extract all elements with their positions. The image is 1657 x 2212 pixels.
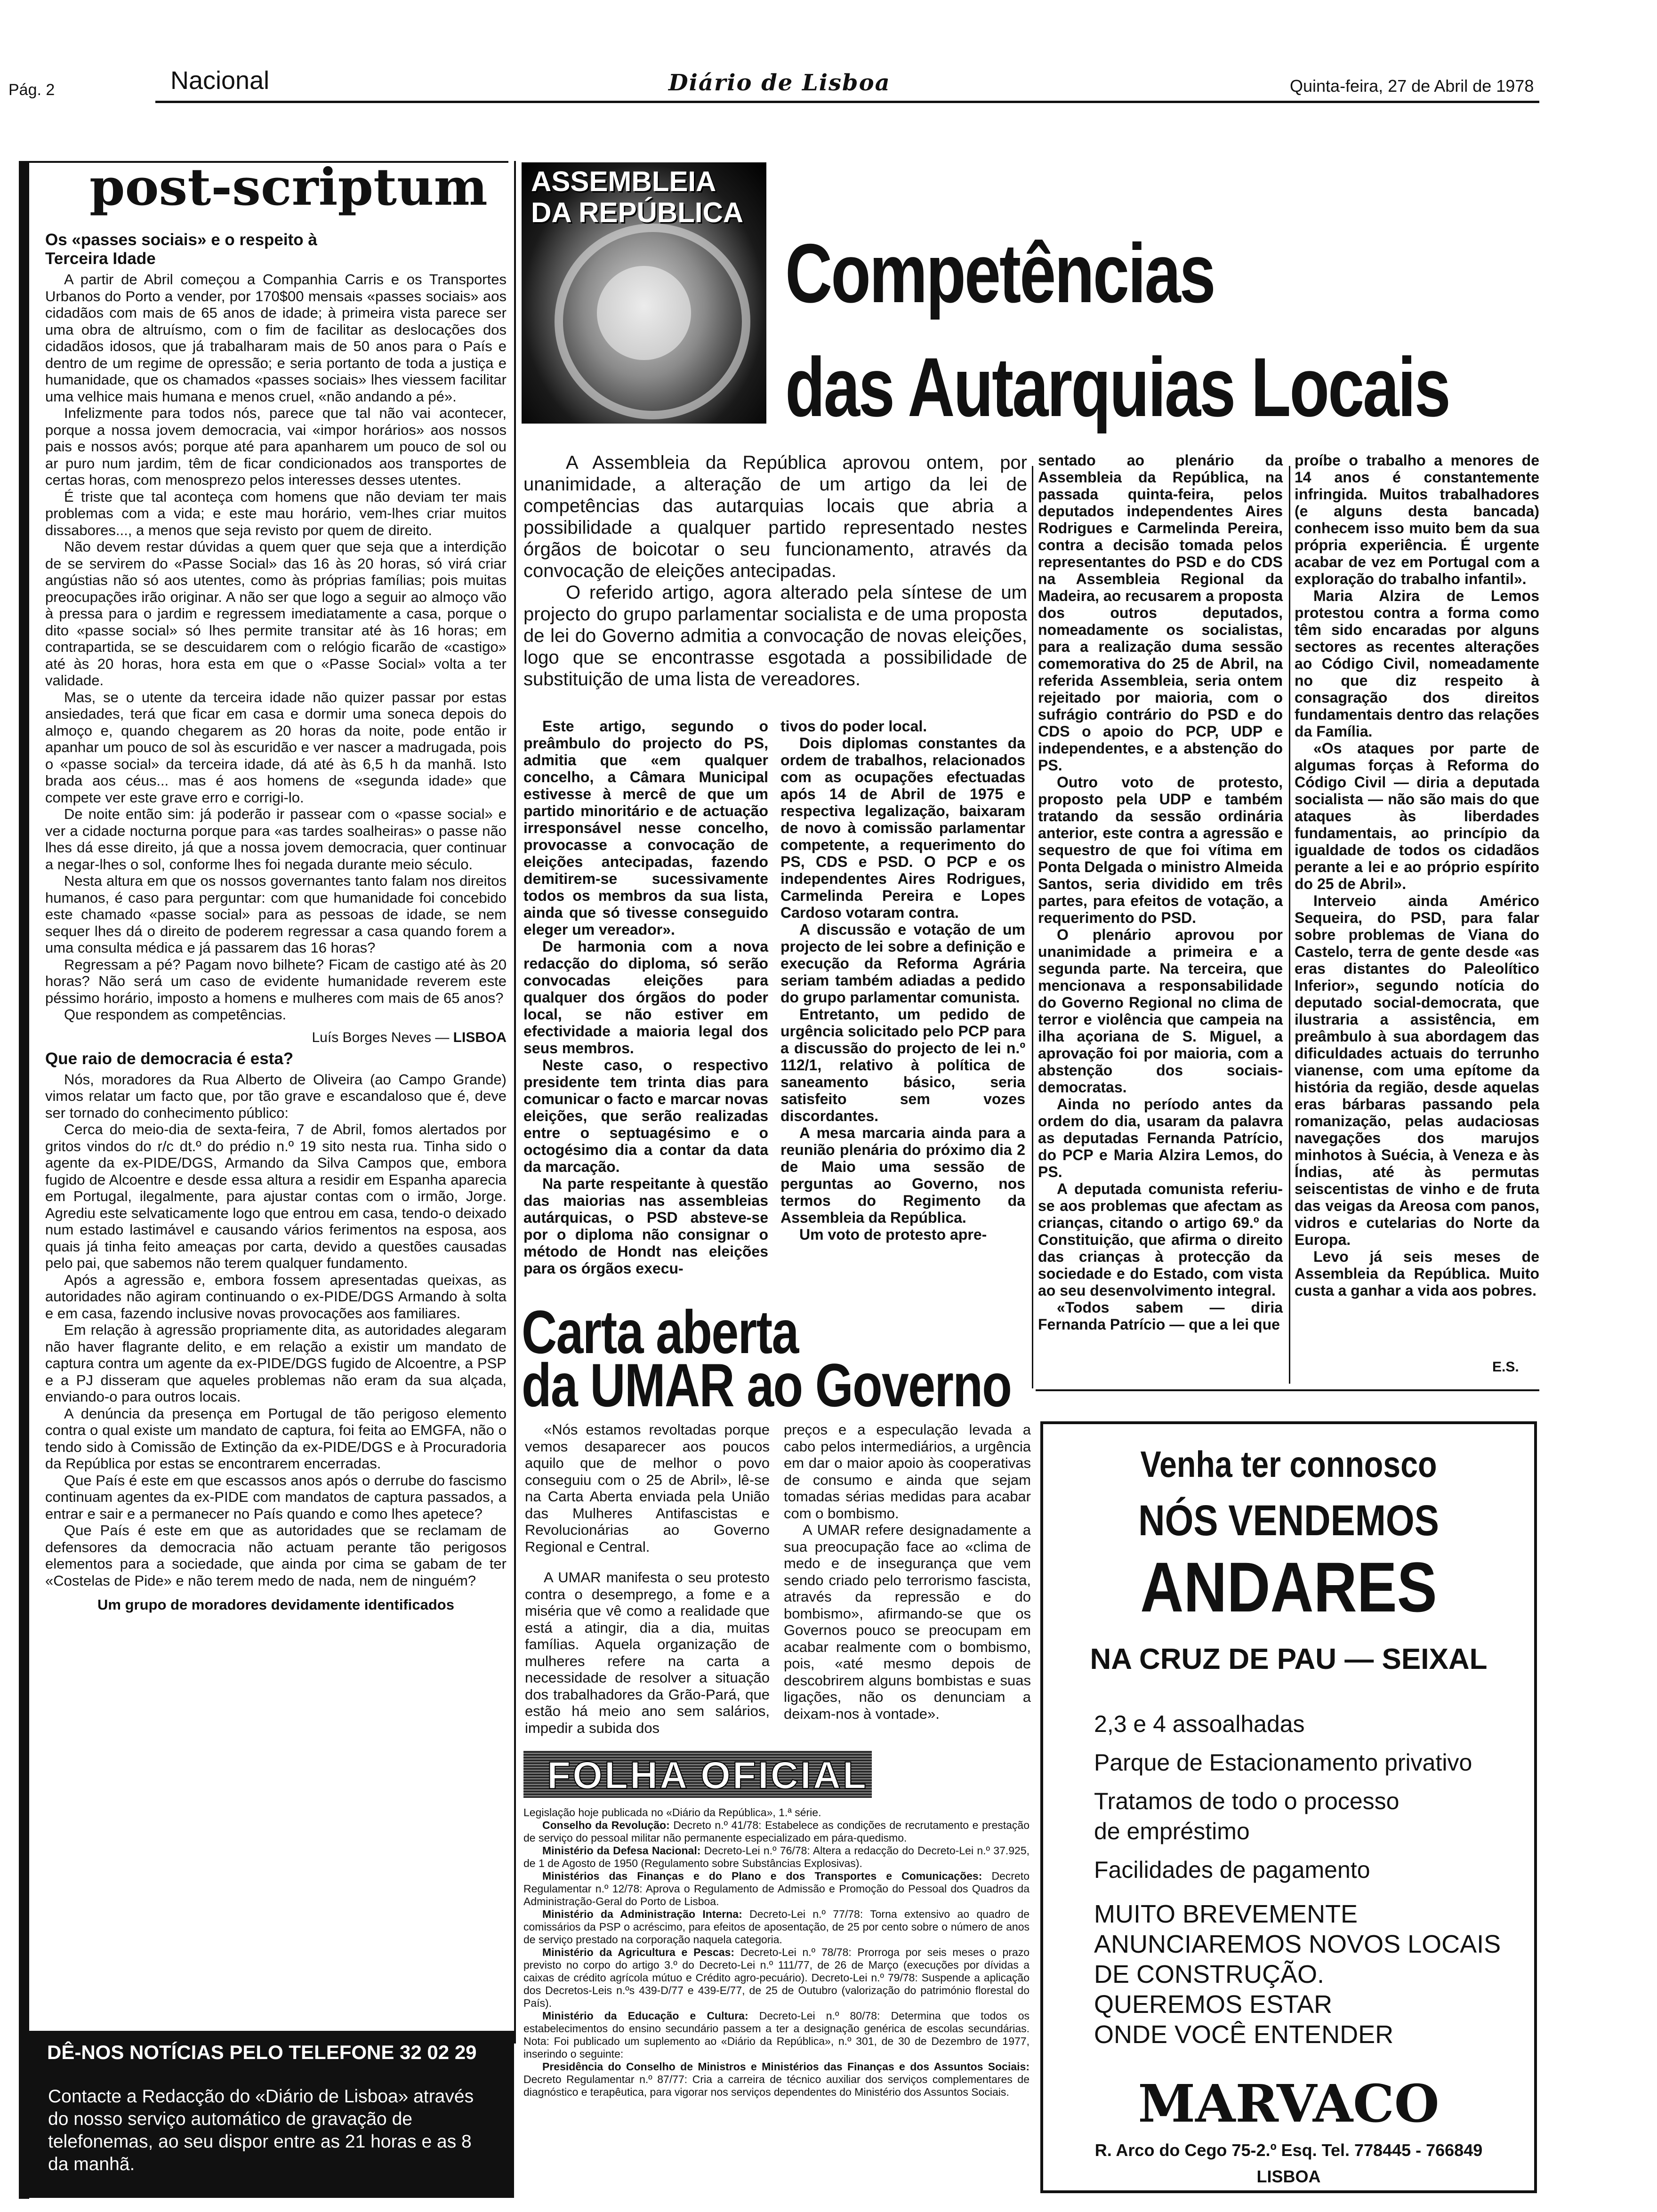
competencias-col-3 [1038,452,1283,1333]
folha-entry-lead: Presidência do Conselho de Ministros e Ministérios das Finanças e dos Assuntos Sociais: [542,2060,1030,2073]
paragraph: Na parte respeitante à questão das maiorias nas assembleias autárquicas, o PSD absteve-se por o diploma não consignar o método de Hondt nas eleições para os órgãos execu- [523,1175,768,1277]
ad-feature: Facilidades de pagamento [1094,1857,1370,1883]
masthead: Diário de Lisboa [668,70,891,96]
ad-city: LISBOA [1256,2167,1321,2186]
folha-entry [523,1908,1030,1946]
ps-right-rule [514,161,516,2044]
column-rule [1032,466,1033,1388]
paragraph: Dois diplomas constantes da ordem de trabalhos, relacionados com as ocupações efectuadas após 14 de Abril de 1975 e respectiva legalização, baixaram de novo à comissão parlamentar competente, a requerimento do PS, CDS e PSD. O PCP e os independentes Aires Rodrigues, Carmelinda Pereira e Lopes Cardoso votaram contra. [780,735,1025,921]
ps-left-bar [19,161,29,2199]
paragraph: Que respondem as competências. [64,1006,287,1023]
folha-entry [523,1870,1030,1908]
folha-entry-text: Decreto-Lei n.º 80/78: Determina que todos os estabelecimentos do ensino secundário passem a ter a designação genérica de escolas secundárias. Nota: Foi publicado um suplemento ao «Diário da República», n.º 301, de 30 de Dezembro de 1977, inserindo o seguinte: [523,2010,1030,2060]
ad-line-1: Venha ter connosco [1140,1443,1437,1485]
paragraph: Levo já seis meses de Assembleia da República. Muito custa a ganhar a vida aos pobres. [1295,1248,1539,1299]
paragraph: Interveio ainda Américo Sequeira, do PSD, para falar sobre problemas de Viana do Castelo, terra de gente desde «as eras distantes do Paleolítico Inferior», segundo notícia do deputado social-democrata, que ilustraria a assistência, em preâmbulo à sua abordagem das dificuldades actuais do terrunho vianense, com uma epítome da história da região, desde aquelas eras bárbaras passando pela romanização, pelas audaciosas navegações dos marujos minhotos à Suécia, à Veneza e às Índias, até às permutas seiscentistas de vinho e de fruta das veigas da Areosa com panos, vidros e cutelarias do Norte da Europa. [1295,892,1539,1248]
umar-col-1 [525,1421,770,1736]
folha-oficial-list [523,1806,1030,2099]
paragraph: Em relação à agressão propriamente dita, as autoridades alegaram não haver flagrante delito, e em relação a existir um mandato de captura contra um agente da ex-PIDE/DGS fugido de Alcoentre, a PSP e a PJ disseram que aqueles problemas não eram da sua alçada, enviando-o para outros locais. [45,1322,507,1405]
ad-line-3: ANDARES [1140,1547,1437,1627]
ad-feature: de empréstimo [1094,1818,1250,1844]
folha-entry [523,1844,1030,1870]
assembleia-photo [522,162,766,424]
signature-place: LISBOA [453,1029,507,1045]
folha-entry-text: Decreto-Lei n.º 76/78: Altera a redacção do Decreto-Lei n.º 37.925, de 1 de Agosto de 1950 (Regulamento sobre Substâncias Explosivas). [523,1844,1030,1869]
paragraph: É triste que tal aconteça com homens que não deviam ter mais problemas com a vida; e este mau horário, vem-lhes criar muitos dissabores..., a menos que seja revisto por quem de direito. [45,488,507,538]
folha-entry-text: Decreto Regulamentar n.º 87/77: Cria a carreira de técnico auxiliar dos serviços complementares de diagnóstico e terapêutica, para vigorar nos serviços dependentes do Ministério dos Assuntos Sociais. [523,2073,1030,2098]
competencias-col-4 [1295,452,1539,1299]
folha-entry-text: Decreto n.º 41/78: Estabelece as condições de recrutamento e prestação de serviço do pessoal militar não permanente especializado em pára-quedismo. [523,1819,1030,1844]
folha-entry [523,2010,1030,2060]
folha-entry-lead: Ministério da Educação e Cultura: [542,2010,748,2022]
paragraph: Infelizmente para todos nós, parece que tal não vai acontecer, porque a nossa jovem democracia, vai «impor horários» aos nossos pais e nossos avós; porque até para apanharem um pouco de sol ou ar puro num jardim, têm de ficar condicionados aos transportes de certas horas, com menosprezo pelos interesses desses utentes. [45,405,507,488]
signature-name: Luís Borges Neves [312,1029,431,1045]
paragraph: A UMAR manifesta o seu protesto contra o desemprego, a fome e a miséria que vê como a realidade que está a atingir, dia a dia, muitas famílias. Aquela organização de mulheres refere na carta a necessidade de resolver a situação dos trabalhadores da Grão-Pará, que estão há meio ano sem salários, impedir a subida dos [525,1569,770,1736]
article-body [45,271,507,1023]
paragraph: De noite então sim: já poderão ir passear com o «passe social» e ver a cidade nocturna porque para «as tardes soalheiras» o passe não lhes dá esse direito, já que a nossa jovem democracia, quer continuar a negar-lhes o sol, conforme lhes foi negada durante meio século. [45,806,507,873]
folha-entry [523,2060,1030,2099]
article-headline: Que raio de democracia é esta? [45,1049,294,1068]
paragraph: sentado ao plenário da Assembleia da República, na passada quinta-feira, pelos deputados independentes Aires Rodrigues e Carmelinda Pereira, contra a decisão tomada pelos representantes do PSD e do CDS na Assembleia Regional da Madeira, ao recusarem a proposta dos outros deputados, nomeadamente os socialistas, para a realização duma sessão comemorativa do 25 de Abril, na referida Assembleia, seria ontem rejeitado por maioria, com o sufrágio contrário do PSD e do CDS o apoio do PCP, UDP e independentes, e a abstenção do PS. [1038,452,1283,774]
phone-box [29,2031,514,2198]
paragraph: A discussão e votação de um projecto de lei sobre a definição e execução da Reforma Agrária seriam também adiadas a pedido do grupo parlamentar comunista. [780,921,1025,1006]
folha-entry-text: Decreto Regulamentar n.º 12/78: Aprova o Regulamento de Admissão e Promoção do Pessoal dos Quadros da Administração-Geral do Porto de Lisboa. [523,1870,1030,1907]
paragraph: preços e a especulação levada a cabo pelos intermediários, a urgência em dar o maior apoio às cooperativas de consumo e ainda que sejam tomadas sérias medidas para acabar com o bombismo. [784,1421,1031,1522]
ad-notice-line: QUEREMOS ESTAR [1094,1990,1333,2019]
paragraph: «Nós estamos revoltadas porque vemos desaparecer aos poucos aquilo que de melhor o povo conseguiu com o 25 de Abril», lê-se na Carta Aberta enviada pela União das Mulheres Antifascistas e Revolucionárias ao Governo Regional e Central. [525,1421,770,1555]
photo-dome-inner [597,266,691,360]
ad-notice [1094,1899,1534,2050]
competencias-col-2 [780,718,1025,1243]
paragraph: Nós, moradores da Rua Alberto de Oliveira (ao Campo Grande) vimos relatar um facto que, por tão grave e escandaloso que é, deve ser tornado do conhecimento público: [45,1071,507,1121]
column-rule [1289,466,1290,1384]
paragraph: A partir de Abril começou a Companhia Carris e os Transportes Urbanos do Porto a vender, por 170$00 mensais «passes sociais» aos cidadãos com mais de 65 anos de idade; à primeira vista parece ser uma obra de altruísmo, com o fim de facilitar as deslocações dos cidadãos idosos, que já trabalharam mais de 50 anos para o País e dentro de um regime de opressão; e seria portanto de toda a justiça e humanidade, que os chamados «passes sociais» lhes viessem facilitar uma velhice mais humana e menos cruel, «não andando a pé». [45,271,507,405]
article-signature: Luís Borges Neves — LISBOA [312,1029,507,1045]
article-signature: Um grupo de moradores devidamente identificados [97,1596,454,1613]
paragraph: A UMAR refere designadamente a sua preocupação face ao «clima de medo e de insegurança que vem sendo criado pelo terrorismo fascista, através da repressão e do bombismo», afirmando-se que os Governos pouco se preocupam em acabar realmente com o bombismo, pois, «até mesmo depois de descobrirem alguns bombistas e suas ligações, não os denunciam a deixam-nos à vontade». [784,1522,1031,1722]
folha-entry-lead: Ministério da Administração Interna: [542,1908,742,1920]
ad-notice-line: ONDE VOCÊ ENTENDER [1094,2020,1394,2049]
competencias-lead [523,452,1027,690]
paragraph: Este artigo, segundo o preâmbulo do projecto do PS, admitia que «em qualquer concelho, a Câmara Municipal estivesse à mercê de que um partido minoritário e de actuação irresponsável nesse concelho, provocasse a convocação de eleições antecipadas, fazendo demitirem-se sucessivamente todos os membros da sua lista, ainda que só tivesse conseguido eleger um vereador». [523,718,768,938]
umar-col-2 [784,1421,1031,1722]
ad-line-2: NÓS VENDEMOS [1138,1497,1439,1545]
ad-notice-line: DE CONSTRUÇÃO. [1094,1960,1325,1988]
paragraph: Maria Alzira de Lemos protestou contra a forma como têm sido encaradas por alguns sectores as recentes alterações ao Código Civil, nomeadamente no que diz respeito à consagração dos direitos fundamentais dentro das relações da Família. [1295,587,1539,740]
phone-box-title: DÊ-NOS NOTÍCIAS PELO TELEFONE 32 02 29 [47,2041,477,2063]
page-number: Pág. 2 [8,81,55,99]
section-name: Nacional [170,66,270,95]
folha-entry-text: Decreto-Lei n.º 78/78: Prorroga por seis meses o prazo previsto no corpo do artigo 3.º do Decreto-Lei n.º 111/77, de 26 de Março (execuções por dívidas a caixas de crédito agrícola mútuo e Crédito agro-pecuário). Decreto-Lei n.º 79/78: Suspende a aplicação dos Decretos-Leis n.ºs 439-D/77 e 439-E/77, de 25 de Outubro (valorização do património florestal do País). [523,1946,1030,2009]
folha-entry-lead: Ministério da Agricultura e Pescas: [542,1946,735,1958]
paragraph: O plenário aprovou por unanimidade a primeira e a segunda parte. Na terceira, que mencionava a responsabilidade do Governo Regional no clima de terror e violência que campeia na ilha açoriana de S. Miguel, a aprovação foi por maioria, com a abstenção dos sociais-democratas. [1038,926,1283,1096]
paragraph: Mas, se o utente da terceira idade não quizer passar por estas ansiedades, terá que ficar em casa e dormir uma soneca depois do almoço e, quando chegarem as 20 horas da noite, pode então ir apanhar um pouco de sol às escuridão e ver nascer a madrugada, pois o «passe social» da terceira idade, dá até às 6,5 h da manhã. Isto brada aos céus... mas é aos homens de «segunda idade» que compete ver este grave erro e corrigi-lo. [45,689,507,806]
issue-date: Quinta-feira, 27 de Abril de 1978 [1290,76,1534,96]
paragraph: Neste caso, o respectivo presidente tem trinta dias para comunicar o facto e marcar novas eleições, que serão realizadas entre o septuagésimo e o octogésimo dia a contar da data da marcação. [523,1057,768,1175]
ad-feature: Tratamos de todo o processo [1094,1788,1400,1814]
phone-box-text: Contacte a Redacção do «Diário de Lisboa» através do nosso serviço automático de gravação de telefonemas, ao seu dispor entre as 21 horas e as 8 da manhã. [48,2086,474,2174]
paragraph: tivos do poder local. [780,718,927,735]
paragraph: «Os ataques por parte de algumas forças à Reforma do Código Civil — diria a deputada socialista — não são mais do que ataques às liberdades fundamentais, ao princípio da igualdade de todos os cidadãos perante a lei e ao próprio espírito do 25 de Abril». [1295,740,1539,892]
ad-address: R. Arco do Cego 75-2.º Esq. Tel. 778445 - 766849 [1094,2140,1483,2160]
paragraph: De harmonia com a nova redacção do diploma, só serão convocadas eleições para qualquer dos órgãos do poder local, se não estiver em efectividade a maioria legal dos seus membros. [523,938,768,1057]
ad-feature: Parque de Estacionamento privativo [1094,1749,1472,1776]
paragraph: Ainda no período antes da ordem do dia, usaram da palavra as deputadas Fernanda Patrício, do PCP e Maria Alzira Lemos, do PS. [1038,1096,1283,1180]
folha-entry [523,1819,1030,1844]
article-headline: Os «passes sociais» e o respeito à Terceira Idade [45,231,317,268]
folha-oficial-title: FOLHA OFICIAL [547,1754,869,1797]
paragraph: «Todos sabem — diria Fernanda Patrício — que a lei que [1038,1299,1283,1333]
postscriptum-article-1 [45,231,507,1614]
paragraph: Após a agressão e, embora fossem apresentadas queixas, as autoridades não agiram continuando o ex-PIDE/DGS Armando à solta e em casa, fazendo inclusive novas provocações aos familiares. [45,1271,507,1322]
paragraph: Cerca do meio-dia de sexta-feira, 7 de Abril, fomos alertados por gritos vindos do r/c dt.º do prédio n.º 19 sito nesta rua. Tinha sido o agente da ex-PIDE/DGS, Armando da Silva Campos que, embora fugido de Alcoentre e desde essa altura a residir em Espanha aparecia em Portugal, ilegalmente, para ajustar contas com o irmão, Jorge. Agrediu este selvaticamente logo que entrou em casa, tendo-o deixado num estado lastimável e causando vários ferimentos na esposa, aos quais já tinha feito ameaças por carta, devido a questões causadas pelo pai, que sabemos não terem qualquer fundamento. [45,1121,507,1271]
paragraph: Regressam a pé? Pagam novo bilhete? Ficam de castigo até às 20 horas? Não será um caso de evidente humanidade reverem este péssimo horário, imposto a homens e mulheres com mais de 65 anos? [45,956,507,1006]
photo-label: ASSEMBLEIA DA REPÚBLICA [531,166,744,228]
marvaco-advertisement [1040,1421,1537,2193]
paragraph: Que País é este em que as autoridades que se reclamam de defensores da democracia não actuam perante tão perigosos elementos para a sociedade, que ainda por cima se gabam de ter «Costelas de Pide» e não terem medo de nada, nem de ninguém? [45,1522,507,1589]
paragraph: Não devem restar dúvidas a quem quer que seja que a interdição de se servirem do «Passe Social» das 16 às 20 horas, só virá criar angústias não só aos utentes, como às próprias famílias; pois muitas preocupações irão originar. A não ser que logo a seguir ao almoço vão à pressa para o jardim e regressem imediatamente a casa, porque o dito «passe social» só lhes permite transitar até às 16 horas; em contrapartida, se se descuidarem com o relógio ficarão de «castigo» até às 20 horas, hora esta em que o «Passe Social» volta a ter validade. [45,538,507,689]
ad-notice-line: MUITO BREVEMENTE [1094,1900,1358,1928]
paragraph: A mesa marcaria ainda para a reunião plenária do próximo dia 2 de Maio uma sessão de perguntas ao Governo, nos termos do Regimento da Assembleia da República. [780,1124,1025,1226]
header-rule [155,101,1539,103]
lead-paragraph: A Assembleia da República aprovou ontem, por unanimidade, a alteração de um artigo da lei de competências das autarquias locais que abria a possibilidade a qualquer partido representado nestes órgãos de boicotar o seu funcionamento, através da convocação de eleições antecipadas. [523,452,1027,581]
paragraph: Que País é este em que escassos anos após o derrube do fascismo continuam agentes da ex-PIDE com mandatos de captura passados, a entrar e sair e a permanecer no País quando e como lhes apetece? [45,1472,507,1522]
folha-entry [523,1946,1030,2010]
lead-paragraph: O referido artigo, agora alterado pela síntese de um projecto do grupo parlamentar socialista e de uma proposta de lei do Governo admitia a convocação de novas eleições, logo que se encontrasse esgotada a possibilidade de substituição de uma lista de vereadores. [523,582,1027,689]
paragraph: A deputada comunista referiu-se aos problemas que afectam as crianças, citando o artigo 69.º da Constituição, que afirma o direito das crianças à protecção da sociedade e do Estado, com vista ao seu desenvolvimento integral. [1038,1180,1283,1299]
paragraph: Outro voto de protesto, proposto pela UDP e também tratando da sessão ordinária anterior, este contra a agressão e sequestro de que foi vítima em Ponta Delgada o ministro Almeida Santos, seria dividido em três partes, para efeitos de votação, a requerimento do PSD. [1038,774,1283,926]
folha-intro: Legislação hoje publicada no «Diário da República», 1.ª série. [523,1806,821,1819]
postscriptum-title: post-scriptum [89,158,488,217]
section-rule [1036,1389,1539,1391]
competencias-signature: E.S. [1492,1359,1519,1375]
article-body [45,1071,507,1589]
competencias-title-line-1: Competências [785,226,1215,320]
paragraph: Nesta altura em que os nossos governantes tanto falam nos direitos humanos, é caso para perguntar: com que humanidade foi concebido este chamado «passe social» para as pessoas de idade, se nem sequer lhes dá o direito de poderem regressar a casa quando forem a uma consulta médica e já passarem das 16 horas? [45,873,507,956]
competencias-title-line-2: das Autarquias Locais [785,340,1449,434]
paragraph: proíbe o trabalho a menores de 14 anos é constantemente infringida. Muitos trabalhadores (e alguns desta bancada) conhecem isso muito bem da sua própria experiência. É urgente acabar de vez em Portugal com a exploração do trabalho infantil». [1295,452,1539,587]
paragraph: Entretanto, um pedido de urgência solicitado pelo PCP para a discussão do projecto de lei n.º 112/1, relativo à política de saneamento básico, seria satisfeito sem vozes discordantes. [780,1006,1025,1124]
ad-feature: 2,3 e 4 assoalhadas [1094,1711,1305,1737]
ad-notice-line: ANUNCIAREMOS NOVOS LOCAIS [1094,1930,1501,1958]
folha-entry-text: Decreto-Lei n.º 77/78: Torna extensivo ao quadro de comissários da PSP o acréscimo, para efeitos de aposentação, de 25 por cento sobre o número de anos de serviço prestado na corporação naquela categoria. [523,1908,1030,1946]
ad-brand: MARVACO [1138,2073,1440,2134]
ad-features [1094,1709,1534,1885]
umar-title-line-2: da UMAR ao Governo [522,1351,1012,1419]
folha-oficial-banner [523,1751,872,1798]
umar-title-line-1: Carta aberta [522,1298,798,1366]
folha-entry-lead: Conselho da Revolução: [542,1819,670,1831]
ad-line-4: NA CRUZ DE PAU — SEIXAL [1090,1643,1488,1675]
competencias-col-1 [523,718,768,1277]
folha-entry-lead: Ministério da Defesa Nacional: [542,1844,701,1857]
folha-entry-lead: Ministérios das Finanças e do Plano e dos Transportes e Comunicações: [542,1870,982,1882]
paragraph: A denúncia da presença em Portugal de tão perigoso elemento contra o qual existe um mandato de captura, foi feita ao EMGFA, não o tendo sido à Comissão de Extinção da ex-PIDE/DGS e à Procuradoria da República por estas se encontrarem encerradas. [45,1405,507,1472]
paragraph: Um voto de protesto apre- [799,1226,987,1243]
